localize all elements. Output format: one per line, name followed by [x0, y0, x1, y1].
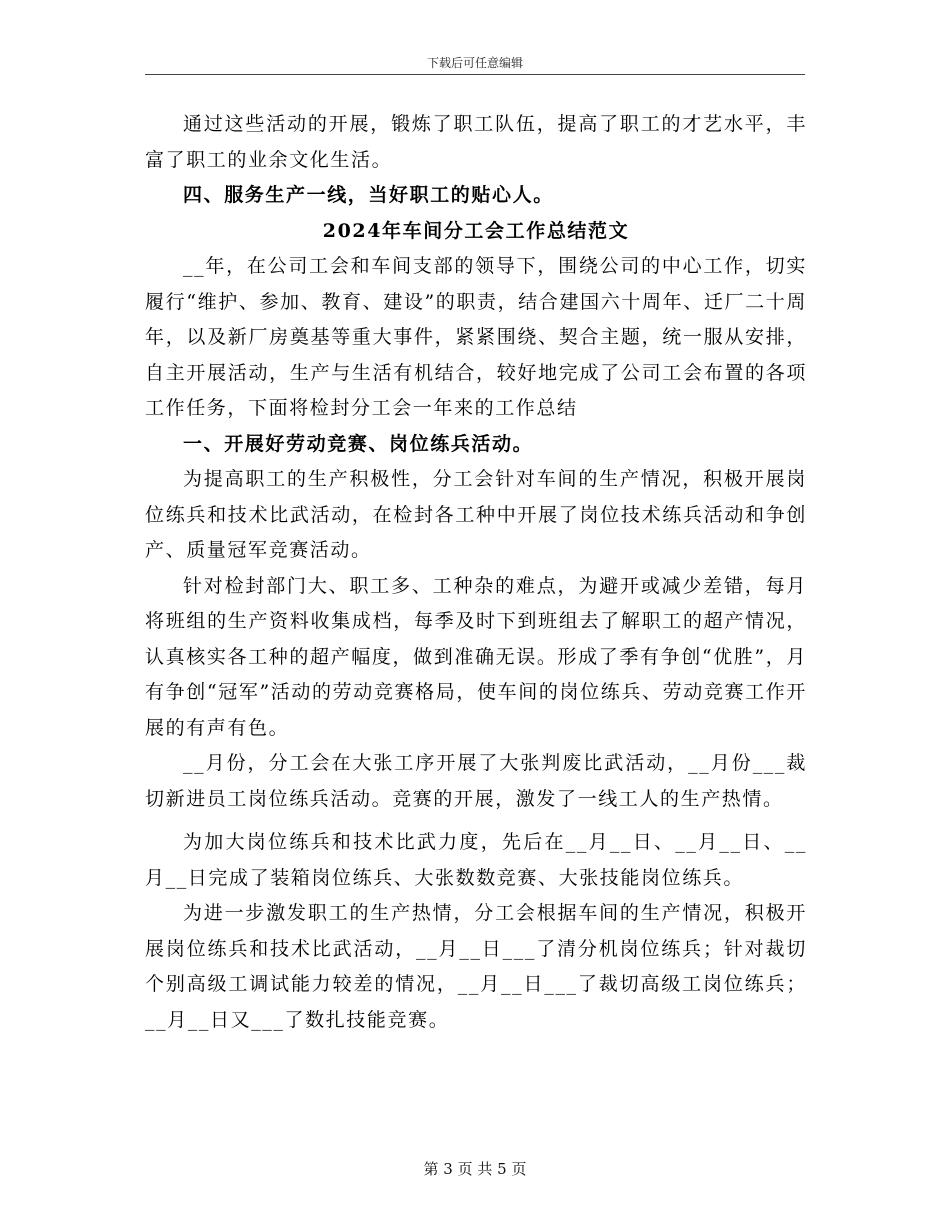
document-body [145, 107, 807, 1038]
section-heading-competition: 一、开展好劳动竞赛、岗位练兵活动。 [183, 432, 534, 455]
paragraph-skill-training: 为加大岗位练兵和技术比武力度，先后在__月__日、__月__日、__月__日完成了装箱岗位练兵、大张数数竞赛、大张技能岗位练兵。 [145, 831, 807, 889]
page-header: 下载后可任意编辑 [426, 56, 523, 70]
header-divider [145, 74, 805, 75]
page-footer: 第 3 页 共 5 页 [423, 1160, 527, 1178]
paragraph-intro: __年，在公司工会和车间支部的领导下，围绕公司的中心工作，切实履行“维护、参加、教育、建设”的职责，结合建国六十周年、迁厂二十周年，以及新厂房奠基等重大事件，紧紧围绕、契合主题，统一服从安排，自主开展活动，生产与生活有机结合，较好地完成了公司工会布置的各项工作任务，下面将检封分工会一年来的工作总结 [145, 255, 807, 419]
paragraph-production-enthusiasm: 为提高职工的生产积极性，分工会针对车间的生产情况，积极开展岗位练兵和技术比武活动，在检封各工种中开展了岗位技术练兵活动和争创产、质量冠军竞赛活动。 [145, 468, 807, 561]
paragraph-gap [145, 817, 807, 825]
document-title: 2024年车间分工会工作总结范文 [322, 219, 630, 242]
paragraph-further-activities: 为进一步激发职工的生产热情，分工会根据车间的生产情况，积极开展岗位练兵和技术比武活动，__月__日___了清分机岗位练兵；针对裁切个别高级工调试能力较差的情况，__月__日___了裁切高级工岗位练兵；__月__日又___了数扎技能竞赛。 [145, 902, 807, 1031]
paragraph-monthly-activities: __月份，分工会在大张工序开展了大张判废比武活动，__月份___裁切新进员工岗位练兵活动。竞赛的开展，激发了一线工人的生产热情。 [145, 752, 807, 810]
section-heading-service: 四、服务生产一线，当好职工的贴心人。 [183, 184, 554, 206]
paragraph-difficulties: 针对检封部门大、职工多、工种杂的难点，为避开或减少差错，每月将班组的生产资料收集成档，每季及时下到班组去了解职工的超产情况，认真核实各工种的超产幅度，做到准确无误。形成了季有争创“优胜”，月有争创“冠军”活动的劳动竞赛格局，使车间的岗位练兵、劳动竞赛工作开展的有声有色。 [145, 574, 807, 739]
paragraph-activities-result: 通过这些活动的开展，锻炼了职工队伍，提高了职工的才艺水平，丰富了职工的业余文化生活。 [145, 113, 807, 171]
